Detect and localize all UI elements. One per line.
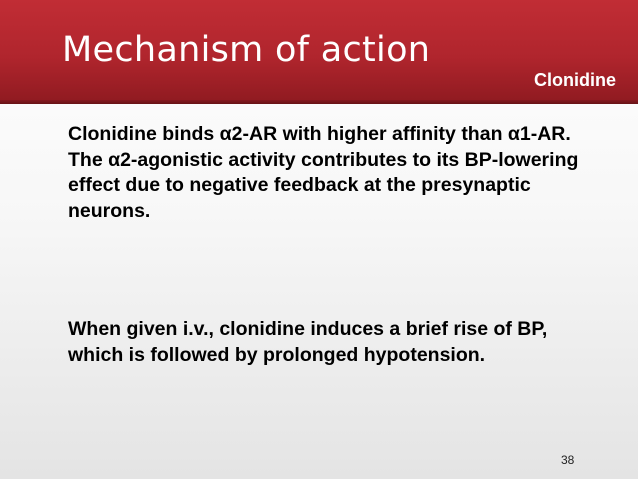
- slide-title: Mechanism of action: [62, 30, 431, 70]
- header-band: [0, 0, 638, 104]
- body-paragraph-1: Clonidine binds α2-AR with higher affinity than α1-AR. The α2-agonistic activity contributes to its BP-lowering effect due to negative feedback at the presynaptic neurons.: [68, 123, 579, 222]
- body-paragraph-2: When given i.v., clonidine induces a brief rise of BP, which is followed by prolonged hypotension.: [68, 318, 548, 366]
- slide-subtitle: Clonidine: [534, 70, 616, 90]
- page-number: 38: [561, 453, 575, 467]
